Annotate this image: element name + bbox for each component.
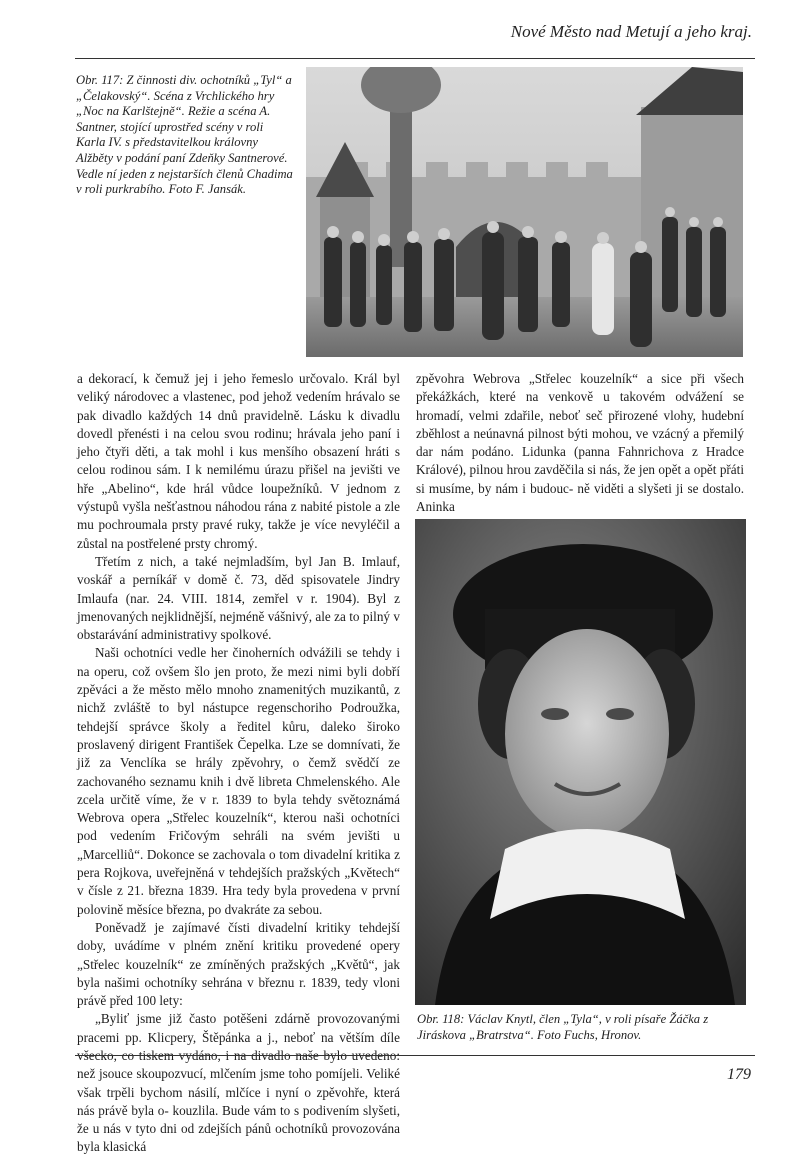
paragraph: Poněvadž je zajímavé čísti divadelní kritiky tehdejší doby, uvádíme v plném znění kritiku provedené opery „Střelec kouzelník“ ze zmíněných pražských „Květů“, jak byla našimi ochotníky sehrána v březnu r. 1839, tedy vloni právě před 100 lety: — [77, 919, 400, 1009]
paragraph: zpěvohra Webrova „Střelec kouzelník“ a sice při všech překážkách, které na venkově u takovém odvážení se hromadí, velmi zdařile, neboť seč přirozené vlohy, hudební zběhlost a neúnavná pilnost býti mohou, ve vzácný a přemilý dar nám podáno. Lidunka (panna Fahnrichova z Hradce Králové), pilnou hrou zavděčila si nás, že jen opět a opět přáti si musíme, by nám i budouc- ně viděti a slyšeti ji se dostalo. Aninka — [416, 371, 744, 515]
footer-rule — [75, 1055, 755, 1056]
paragraph: Třetím z nich, a také nejmladším, byl Jan B. Imlauf, voskář a perníkář v domě č. 73, děd spisovatele Jindry Imlaufa (nar. 24. VIII. 1814, zemřel v r. 1904). Byl z jmenovaných nejklidnější, nejméně vášnivý, ale za to pilný v obstarávání administrativy spolkové. — [77, 553, 400, 643]
theatre-scene-image — [306, 67, 743, 357]
figure-118-caption: Obr. 118: Václav Knytl, člen „Tyla“, v roli písaře Žáčka z Jiráskova „Bratrstva“. Foto Fuchs, Hronov. — [417, 1012, 709, 1042]
quoted-review: „Byliť jsme již často potěšeni zdárně provozovanými pracemi pp. Klicpery, Štěpánka a j., neboť na větším díle všecko, co tiskem vydáno, i na divadlo naše bylo uvedeno: než jsouce skoupozvucí, mlčením jsme toho pomíjeli. Veliké však trpěli bychom násilí, mlčíce i nyní o zpěvohře, která nás právě byla o- kouzlila. Bude vám to s podivením slyšeti, že u nás v tyto dni od zdejších pánů ochotníků provozována byla klasická — [77, 1011, 400, 1155]
figure-118-photo — [415, 519, 746, 1005]
figure-117-photo — [306, 67, 743, 357]
paragraph: Naši ochotníci vedle her činoherních odvážili se tehdy i na operu, což ovšem šlo jen proto, že mezi nimi byli dobří zpěváci a že město mělo mnoho znamenitých muzikantů, z nichž zvláště to byl nástupce regenschoriho Podroužka, tehdejší správce školy a ředitel kůru, daleko široko proslavený dirigent František Čepelka. Lze se domnívati, že již za Venclíka se hrály zpěvohry, o čemž svědčí ze zachovaného seznamu knih i dvě libreta Chmelenského. Ale zcela určitě víme, že v r. 1839 to byla tehdy světoznámá Webrova opera „Střelec kouzelník“, kterou naši ochotníci pod vedením Fričovým sehráli na svém jevišti u „Marcelliů“. Dokonce se zachovala o tom divadelní kritika z pera Rojkova, uveřejněná v tehdejších pražských „Květech“ v čísle z 21. března 1839. Hra tedy byla provedena v první polovině měsíce března, po dvakráte za sebou. — [77, 645, 400, 917]
page-number: 179 — [727, 1066, 751, 1083]
portrait-image — [415, 519, 746, 1005]
running-title: Nové Město nad Metují a jeho kraj. — [510, 22, 752, 41]
header-rule — [75, 58, 755, 59]
text-column-right — [416, 370, 744, 516]
text-column-left — [77, 370, 400, 1157]
paragraph: a dekorací, k čemuž jej i jeho řemeslo určovalo. Král byl veliký národovec a vlastenec, pod jehož vedením hrávalo se pak divadlo každých 14 dnů pravidelně. Lásku k divadlu dovedl přenésti i na celou svou rodinu; hrávala jeho paní i jeho čtyři děti, a tak mohl i kus menšího obsazení hráti s celou rodinou sám. I k nemilému úrazu přišel na jevišti ve hře „Abelino“, kde hrál vůdce loupežníků. V jednom z výstupů vyšla nešťastnou náhodou rána z nabité pistole a zle mu pochroumala prsty pravé ruky, takže je více nevyléčil a zůstal na postřelené prsty chromý. — [77, 371, 400, 551]
figure-117-caption: Obr. 117: Z činnosti div. ochotníků „Tyl“ a „Čelakovský“. Scéna z Vrchlického hry „Noc na Karlštejně“. Režie a scéna A. Santner, stojící uprostřed scény v roli Karla IV. s představitelkou královny Alžběty v podání paní Zdeňky Santnerové. Vedle ní jeden z nejstarších členů Chadima v roli purkrabího. Foto F. Jansák. — [76, 73, 293, 197]
